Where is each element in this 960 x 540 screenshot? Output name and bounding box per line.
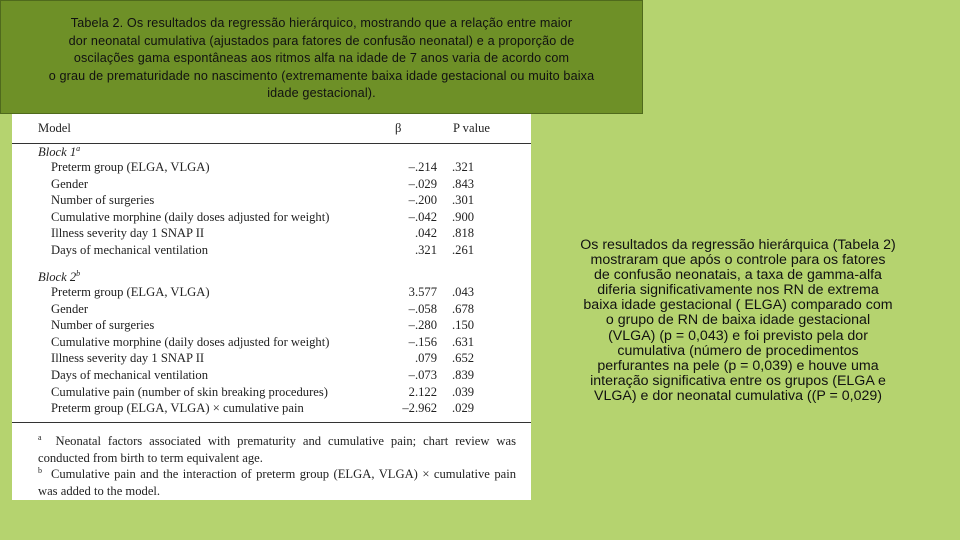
summary-line: Os resultados da regressão hierárquica (Tabela 2) bbox=[580, 237, 896, 253]
summary-line: cumulativa (número de procedimentos bbox=[617, 342, 859, 359]
caption-line: dor neonatal cumulativa (ajustados para fatores de confusão neonatal) e a proporção de bbox=[68, 33, 575, 48]
table-row bbox=[12, 335, 531, 352]
row-beta: –.200 bbox=[408, 193, 437, 208]
summary-line: (VLGA) (p = 0,043) e foi previsto pela dor bbox=[608, 327, 868, 344]
header-model: Model bbox=[38, 121, 71, 135]
table-row bbox=[12, 210, 531, 227]
row-pvalue: .261 bbox=[452, 243, 475, 257]
row-label: Cumulative morphine (daily doses adjusted for weight) bbox=[51, 209, 330, 224]
caption-line: idade gestacional). bbox=[267, 86, 376, 100]
summary-line: interação significativa entre os grupos (ELGA e bbox=[590, 372, 886, 389]
row-pvalue: .150 bbox=[452, 318, 475, 333]
row-pvalue: .039 bbox=[452, 384, 475, 399]
row-pvalue: .900 bbox=[452, 209, 475, 224]
table-bottom-rule bbox=[12, 422, 531, 423]
summary-line: baixa idade gestacional ( ELGA) comparado com bbox=[583, 297, 893, 314]
table-row bbox=[12, 160, 531, 177]
row-label: Cumulative pain (number of skin breaking procedures) bbox=[51, 384, 328, 399]
row-beta: .321 bbox=[414, 243, 437, 257]
row-label: Number of surgeries bbox=[51, 193, 155, 208]
header-beta: β bbox=[395, 121, 402, 135]
row-beta: 2.122 bbox=[408, 384, 437, 399]
table-row bbox=[12, 193, 531, 210]
table-row bbox=[12, 285, 531, 302]
row-pvalue: .029 bbox=[452, 401, 475, 416]
summary-line: perfurantes na pele (p = 0,039) e houve uma bbox=[597, 357, 879, 374]
row-pvalue: .839 bbox=[452, 368, 475, 382]
block1-label: Block 1$^a$ bbox=[38, 144, 81, 160]
row-pvalue: .321 bbox=[452, 160, 475, 174]
row-pvalue: .818 bbox=[452, 226, 475, 241]
table-row bbox=[12, 351, 531, 368]
caption-line: o grau de prematuridade no nascimento (extremamente baixa idade gestacional ou muito baixa bbox=[48, 68, 595, 83]
row-label: Cumulative morphine (daily doses adjusted for weight) bbox=[51, 334, 330, 349]
summary-text bbox=[533, 238, 943, 404]
row-pvalue: .301 bbox=[452, 193, 475, 208]
row-label: Number of surgeries bbox=[51, 318, 155, 333]
row-pvalue: .652 bbox=[452, 351, 475, 366]
regression-table bbox=[12, 114, 531, 500]
table-header bbox=[12, 119, 531, 144]
row-pvalue: .843 bbox=[452, 176, 475, 191]
row-beta: –.029 bbox=[408, 176, 437, 191]
row-beta: –.042 bbox=[408, 209, 437, 224]
caption-line: oscilações gama espontâneas aos ritmos alfa na idade de 7 anos varia de acordo com bbox=[73, 51, 570, 65]
row-beta: –.214 bbox=[408, 160, 437, 174]
row-beta: –.156 bbox=[408, 334, 437, 349]
header-pvalue: P value bbox=[453, 121, 490, 135]
row-beta: –.073 bbox=[408, 368, 437, 382]
footnote-b: $^b$ Cumulative pain and the interaction of preterm group (ELGA, VLGA) × cumulative pain was added to the model. bbox=[38, 466, 517, 498]
row-beta: –.280 bbox=[408, 318, 437, 333]
summary-line: VLGA) e dor neonatal cumulativa ((P = 0,029) bbox=[594, 387, 882, 404]
row-beta: –.058 bbox=[408, 301, 437, 316]
table-row bbox=[12, 401, 531, 418]
table-row bbox=[12, 318, 531, 335]
row-pvalue: .678 bbox=[452, 301, 475, 316]
summary-line: diferia significativamente nos RN de extrema bbox=[597, 282, 879, 299]
row-label: Gender bbox=[51, 176, 89, 191]
row-label: Days of mechanical ventilation bbox=[51, 368, 209, 382]
row-pvalue: .043 bbox=[452, 285, 475, 299]
row-beta: .042 bbox=[414, 226, 437, 241]
row-beta: 3.577 bbox=[408, 285, 437, 299]
row-label: Preterm group (ELGA, VLGA) bbox=[51, 160, 210, 174]
summary-line: mostraram que após o controle para os fatores bbox=[590, 252, 886, 269]
table-caption bbox=[0, 0, 643, 114]
table-row bbox=[12, 302, 531, 319]
row-beta: –2.962 bbox=[402, 401, 437, 416]
table-row bbox=[12, 226, 531, 243]
row-label: Preterm group (ELGA, VLGA) × cumulative pain bbox=[51, 401, 304, 416]
footnote-a: $^a$ Neonatal factors associated with prematurity and cumulative pain; chart review was conducted from birth to term equivalent age. bbox=[38, 433, 517, 465]
table-row bbox=[12, 385, 531, 402]
row-label: Gender bbox=[51, 301, 89, 316]
table-row bbox=[12, 243, 531, 260]
row-label: Preterm group (ELGA, VLGA) bbox=[51, 285, 210, 299]
row-beta: .079 bbox=[414, 351, 437, 366]
block2-label: Block 2$^b$ bbox=[38, 269, 81, 285]
summary-line: o grupo de RN de baixa idade gestacional bbox=[605, 312, 871, 329]
table-row bbox=[12, 177, 531, 194]
caption-line: Tabela 2. Os resultados da regressão hierárquico, mostrando que a relação entre maior bbox=[70, 16, 573, 30]
row-pvalue: .631 bbox=[452, 334, 475, 349]
row-label: Illness severity day 1 SNAP II bbox=[51, 226, 205, 241]
summary-line: de confusão neonatais, a taxa de gamma-alfa bbox=[594, 267, 882, 284]
table-row bbox=[12, 368, 531, 385]
row-label: Illness severity day 1 SNAP II bbox=[51, 351, 205, 366]
row-label: Days of mechanical ventilation bbox=[51, 243, 209, 257]
